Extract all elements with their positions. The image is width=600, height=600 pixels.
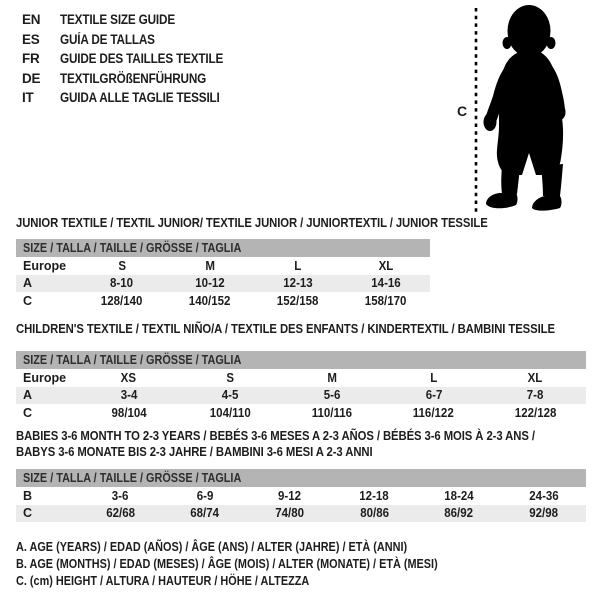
language-row-de — [22, 69, 248, 89]
size-cell: 110/116 — [311, 405, 353, 420]
children-table-title: CHILDREN'S TEXTILE / TEXTIL NIÑO/A / TEXTILE DES ENFANTS / KINDERTEXTIL / BAMBINI TESSILE — [16, 321, 555, 336]
size-cell: 5-6 — [323, 388, 341, 403]
size-header-bar: SIZE / TALLA / TAILLE / GRÖSSE / TAGLIA — [16, 469, 586, 487]
table-row — [16, 505, 586, 523]
junior-size-table — [16, 239, 430, 310]
size-cell: L — [430, 370, 438, 385]
size-cell: 3-6 — [112, 488, 129, 503]
size-cell: 158/170 — [365, 293, 407, 308]
size-header-bar: SIZE / TALLA / TAILLE / GRÖSSE / TAGLIA — [16, 239, 430, 257]
size-cell: 7-8 — [526, 388, 544, 403]
size-cell: 116/122 — [413, 405, 455, 420]
row-label: C — [23, 293, 33, 308]
row-label: C — [23, 405, 33, 420]
table-row — [16, 487, 586, 505]
size-cell: XL — [527, 370, 543, 385]
footnotes — [16, 539, 501, 590]
size-cell: XL — [378, 258, 394, 273]
size-cell: 80/86 — [359, 506, 389, 521]
table-row — [16, 292, 430, 310]
table-row — [16, 275, 430, 293]
size-cell: 3-4 — [120, 388, 138, 403]
language-code: DE — [22, 70, 41, 86]
table-row — [16, 387, 586, 405]
size-cell: 68/74 — [190, 506, 220, 521]
size-cell: 98/104 — [111, 405, 147, 420]
row-label: Europe — [23, 370, 67, 385]
size-cell: 152/158 — [277, 293, 319, 308]
language-row-es — [22, 30, 248, 50]
junior-table-title: JUNIOR TEXTILE / TEXTIL JUNIOR/ TEXTILE JUNIOR / JUNIORTEXTIL / JUNIOR TESSILE — [16, 215, 488, 230]
size-cell: 12-13 — [283, 276, 313, 291]
language-row-fr — [22, 49, 248, 69]
size-cell: 86/92 — [444, 506, 474, 521]
size-cell: 6-9 — [196, 488, 214, 503]
language-row-en — [22, 10, 248, 30]
language-code: ES — [22, 31, 40, 47]
babies-table-title: BABIES 3-6 MONTH TO 2-3 YEARS / BEBÉS 3-6 MESES A 2-3 AÑOS / BÉBÉS 3-6 MOIS À 2-3 ANS / BABYS 3-6 MONATE BIS 2-3 JAHRE / BAMBINI 3-6 MESI A 2-3 ANNI — [16, 428, 535, 459]
size-cell: L — [294, 258, 302, 273]
row-label: B — [23, 488, 33, 503]
language-label: GUIDE DES TAILLES TEXTILE — [60, 51, 224, 67]
row-label: A — [23, 388, 33, 403]
language-guide-list — [22, 10, 248, 108]
size-cell: 10-12 — [195, 276, 225, 291]
size-cell: 140/152 — [189, 293, 231, 308]
size-cell: 14-16 — [371, 276, 401, 291]
size-cell: 128/140 — [101, 293, 143, 308]
size-cell: 122/128 — [514, 405, 556, 420]
table-row — [16, 257, 430, 275]
size-cell: M — [205, 258, 215, 273]
size-cell: 6-7 — [425, 388, 442, 403]
size-cell: 62/68 — [105, 506, 135, 521]
row-label: C — [23, 506, 33, 521]
size-cell: 12-18 — [359, 488, 390, 503]
table-row — [16, 369, 586, 387]
size-cell: 92/98 — [529, 506, 559, 521]
size-cell: 18-24 — [444, 488, 474, 503]
size-cell: 24-36 — [528, 488, 559, 503]
size-cell: M — [327, 370, 337, 385]
size-cell: 104/110 — [209, 405, 251, 420]
height-figure — [450, 0, 600, 225]
footnote-c: C. (cm) HEIGHT / ALTURA / HAUTEUR / HÖHE / ALTEZZA — [16, 574, 310, 588]
language-label: TEXTILGRÖßENFÜHRUNG — [60, 70, 207, 86]
language-code: EN — [22, 12, 41, 28]
size-cell: XS — [121, 370, 137, 385]
size-cell: 74/80 — [275, 506, 305, 521]
language-label: GUIDA ALLE TAGLIE TESSILI — [60, 90, 220, 106]
footnote-a: A. AGE (YEARS) / EDAD (AÑOS) / ÂGE (ANS) / ALTER (JAHRE) / ETÀ (ANNI) — [16, 540, 408, 554]
footnote-b: B. AGE (MONTHS) / EDAD (MESES) / ÂGE (MOIS) / ALTER (MONATE) / ETÀ (MESI) — [16, 557, 438, 571]
size-cell: 8-10 — [110, 276, 134, 291]
size-cell: 9-12 — [278, 488, 302, 503]
toddler-silhouette — [470, 0, 600, 225]
language-label: TEXTILE SIZE GUIDE — [60, 12, 175, 28]
language-label: GUÍA DE TALLAS — [60, 31, 155, 47]
size-cell: 4-5 — [222, 388, 239, 403]
children-size-table — [16, 351, 586, 422]
row-label: Europe — [23, 258, 67, 273]
language-code: FR — [22, 51, 40, 67]
height-marker-label: C — [457, 103, 468, 119]
table-row — [16, 404, 586, 422]
language-code: IT — [22, 90, 34, 106]
language-row-it — [22, 88, 248, 108]
size-cell: S — [226, 370, 235, 385]
row-label: A — [23, 276, 33, 291]
size-header-bar: SIZE / TALLA / TAILLE / GRÖSSE / TAGLIA — [16, 351, 586, 369]
babies-size-table — [16, 469, 586, 522]
size-cell: S — [118, 258, 126, 273]
